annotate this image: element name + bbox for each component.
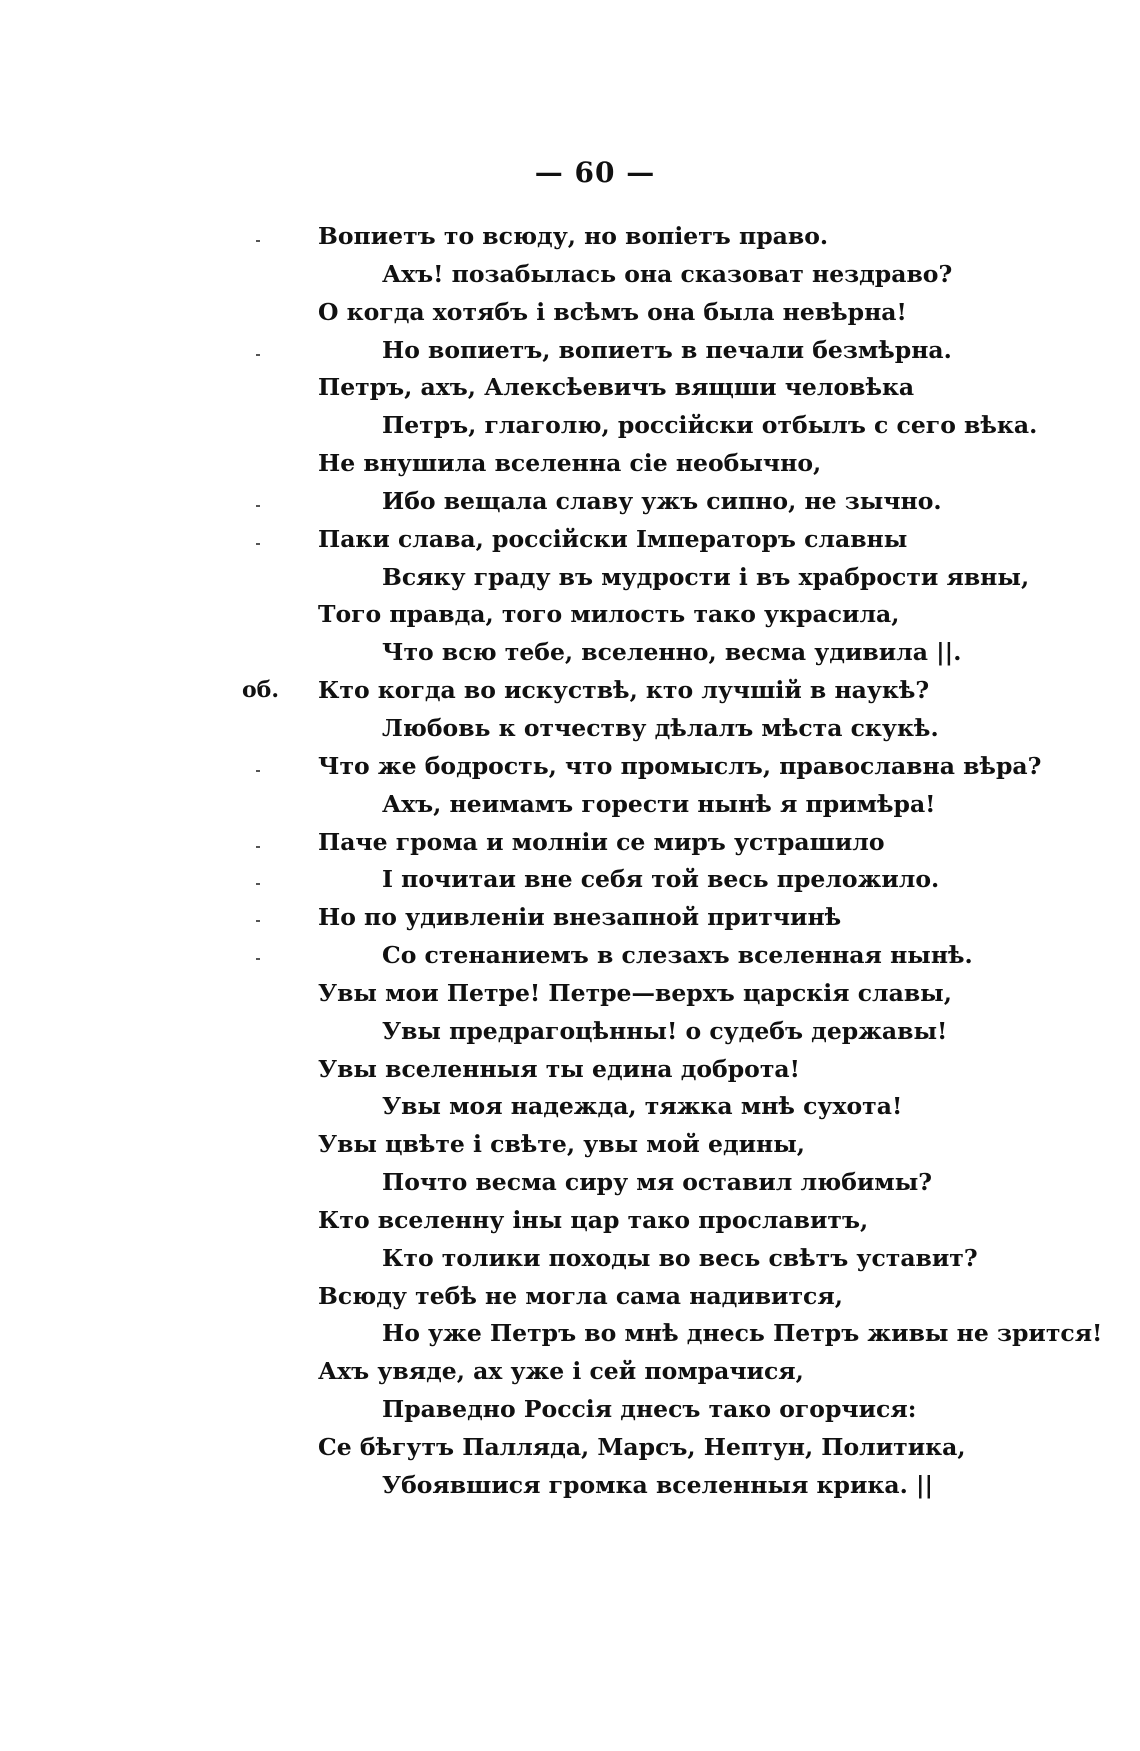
verse-text: І почитаи вне себя той весь преложило.	[382, 865, 940, 894]
verse-line	[0, 1429, 1140, 1467]
verse-text: Увы мои Петре! Петре—верхъ царскія славы,	[318, 978, 952, 1007]
margin-speck	[256, 240, 260, 242]
verse-text: Но по удивленіи внезапной притчинѣ	[318, 903, 842, 932]
verse-line	[0, 1164, 1140, 1202]
verse-text: Увы предрагоцѣнны! о судебъ державы!	[382, 1016, 948, 1045]
margin-speck	[256, 920, 260, 922]
verse-text: Того правда, того милость тако украсила,	[318, 600, 900, 629]
verse-line	[0, 975, 1140, 1013]
verse-text: Не внушила вселенна сіе необычно,	[318, 449, 822, 478]
verse-line	[0, 1467, 1140, 1505]
verse-line	[0, 596, 1140, 634]
verse-text: Увы цвѣте і свѣте, увы мой едины,	[318, 1130, 805, 1159]
verse-line	[0, 1013, 1140, 1051]
verse-line	[0, 256, 1140, 294]
verse-text: Се бѣгутъ Палляда, Марсъ, Нептун, Политика,	[318, 1433, 966, 1461]
verse-line	[0, 937, 1140, 975]
verse-text: Петръ, ахъ, Алексѣевичъ вящши человѣка	[318, 373, 915, 402]
margin-speck	[256, 958, 260, 960]
verse-text: Кто вселенну іны цар тако прославитъ,	[318, 1205, 869, 1234]
margin-speck	[256, 883, 260, 885]
verse-line	[0, 218, 1140, 256]
verse-text: Почто весма сиру мя оставил любимы?	[382, 1168, 933, 1197]
verse-text: Ахъ! позабылась она сказоват нездраво?	[382, 259, 953, 288]
verse-line	[0, 824, 1140, 862]
verse-line	[0, 1278, 1140, 1316]
verse-line	[0, 1240, 1140, 1278]
verse-text: Кто толики походы во весь свѣтъ уставит?	[382, 1243, 978, 1272]
verse-line	[0, 634, 1140, 672]
verse-line	[0, 786, 1140, 824]
verse-text: Но вопиетъ, вопиетъ в печали безмѣрна.	[382, 335, 952, 364]
verse-text: Всяку граду въ мудрости і въ храбрости явны,	[382, 562, 1030, 591]
verse-line	[0, 672, 1140, 710]
verse-text: О когда хотябъ і всѣмъ она была невѣрна!	[318, 297, 907, 326]
verse-line	[0, 407, 1140, 445]
verse-text: Убоявшися громка вселенныя крика. ||	[382, 1470, 934, 1499]
verse-text: Увы вселенныя ты едина доброта!	[318, 1054, 800, 1083]
margin-note: об.	[242, 677, 280, 704]
verse-text: Ахъ, неимамъ горести нынѣ я примѣра!	[382, 789, 936, 818]
verse-line	[0, 710, 1140, 748]
verse-text: Кто когда во искуствѣ, кто лучшій в наукѣ?	[318, 676, 930, 705]
margin-speck	[256, 354, 260, 356]
margin-speck	[256, 505, 260, 507]
margin-speck	[256, 543, 260, 545]
verse-line	[0, 483, 1140, 521]
verse-line	[0, 1315, 1140, 1353]
verse-line	[0, 1088, 1140, 1126]
verse-text: Но уже Петръ во мнѣ днесь Петръ живы не зрится!	[382, 1319, 1103, 1348]
verse-text: Паче грома и молніи се миръ устрашило	[318, 827, 885, 856]
verse-text: Что же бодрость, что промыслъ, православна вѣра?	[318, 751, 1042, 780]
verse-text: Праведно Россія днесъ тако огорчися:	[382, 1395, 917, 1424]
verse-line	[0, 861, 1140, 899]
verse-text: Со стенаниемъ в слезахъ вселенная нынѣ.	[382, 941, 973, 970]
page-number: — 60 —	[534, 156, 656, 189]
verse-text: Ибо вещала славу ужъ сипно, не зычно.	[382, 486, 942, 515]
verse-line	[0, 521, 1140, 559]
verse-line	[0, 1126, 1140, 1164]
verse-line	[0, 332, 1140, 370]
poem	[0, 218, 1140, 1505]
verse-line	[0, 1353, 1140, 1391]
verse-line	[0, 369, 1140, 407]
verse-text: Ахъ увяде, ах уже і сей помрачися,	[318, 1357, 804, 1386]
verse-text: Увы моя надежда, тяжка мнѣ сухота!	[382, 1092, 903, 1121]
verse-line	[0, 748, 1140, 786]
verse-text: Паки слава, россійски Імператоръ славны	[318, 524, 908, 553]
verse-text: Что всю тебе, вселенно, весма удивила ||.	[382, 638, 962, 667]
margin-speck	[256, 846, 260, 848]
verse-line	[0, 1391, 1140, 1429]
verse-text: Вопиетъ то всюду, но вопіетъ право.	[318, 222, 829, 250]
margin-speck	[256, 770, 260, 772]
verse-line	[0, 1202, 1140, 1240]
verse-line	[0, 1051, 1140, 1089]
verse-text: Петръ, глаголю, россійски отбылъ с сего вѣка.	[382, 411, 1038, 440]
verse-line	[0, 559, 1140, 597]
verse-text: Всюду тебѣ не могла сама надивится,	[318, 1281, 843, 1310]
verse-line	[0, 445, 1140, 483]
verse-text: Любовь к отчеству дѣлалъ мѣста скукѣ.	[382, 713, 939, 742]
verse-line	[0, 294, 1140, 332]
verse-line	[0, 899, 1140, 937]
